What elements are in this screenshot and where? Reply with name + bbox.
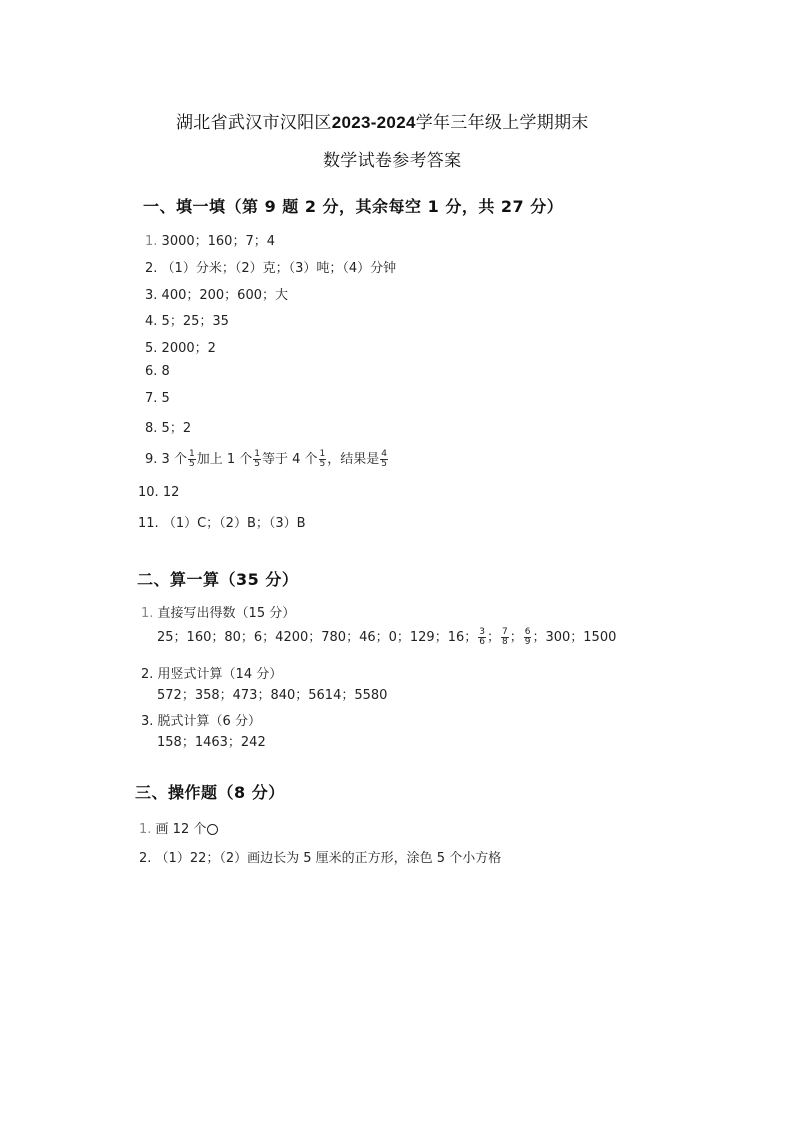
section3-heading: 三、操作题（8 分）	[135, 783, 285, 802]
fraction: $\frac{1}{5}$	[188, 449, 195, 469]
s2-item-3-answer: 158；1463；242	[157, 735, 266, 750]
s1-item-10: 10. 12	[138, 485, 180, 500]
title-suffix: 学年三年级上学期期末	[415, 113, 589, 133]
s1-item-11: 11. （1）C；（2）B；（3）B	[138, 516, 306, 531]
s1-item-3: 3. 400；200；600；大	[145, 288, 288, 303]
fraction: $\frac{3}{6}$	[479, 627, 485, 647]
s1-item-8: 8. 5；2	[145, 421, 192, 436]
circle-icon	[207, 824, 218, 835]
s2-item-1-answer: 25；160；80；6；4200；780；46；0；129；16； $\frac{3}{6}$ ； $\frac{7}{8}$ ； $\frac{6}{9}$ ；300；1500	[157, 627, 617, 647]
fraction: $\frac{1}{5}$	[254, 449, 260, 469]
s1-item-9: 9. 3 个 $\frac{1}{5}$ 加上 1 个 $\frac{1}{5}$ 等于 4 个 $\frac{1}{5}$ ，结果是 $\frac{4}{5}$	[145, 449, 387, 469]
s2-item-1-label: 1. 直接写出得数（15 分）	[141, 606, 296, 621]
s2-item-2-answer: 572；358；473；840；5614；5580	[157, 688, 388, 703]
title-years: 2023-2024	[331, 113, 416, 132]
s1-item-2: 2. （1）分米；（2）克；（3）吨；（4）分钟	[145, 261, 397, 276]
doc-title-line2: 数学试卷参考答案	[323, 151, 462, 171]
fraction: $\frac{7}{8}$	[501, 627, 508, 647]
s3-item-2: 2. （1）22；（2）画边长为 5 厘米的正方形，涂色 5 个小方格	[139, 851, 502, 866]
section2-heading: 二、算一算（35 分）	[137, 570, 299, 589]
s2-item-2-label: 2. 用竖式计算（14 分）	[141, 667, 283, 682]
s1-item-5: 5. 2000；2	[145, 341, 216, 356]
doc-title-line1	[176, 108, 589, 133]
title-prefix: 湖北省武汉市汉阳区	[176, 113, 332, 133]
s2-item-3-label: 3. 脱式计算（6 分）	[141, 714, 261, 729]
fraction: $\frac{1}{5}$	[319, 449, 326, 469]
fraction: $\frac{4}{5}$	[381, 449, 387, 469]
s3-item-1: 1. 画 12 个	[139, 818, 218, 837]
section1-heading: 一、填一填（第 9 题 2 分，其余每空 1 分，共 27 分）	[143, 197, 564, 216]
s1-item-4: 4. 5；25；35	[145, 314, 229, 329]
fraction: $\frac{6}{9}$	[524, 627, 531, 647]
s1-item-6: 6. 8	[145, 364, 170, 379]
s1-item-1: 1. 3000；160；7；4	[145, 234, 275, 249]
s1-item-7: 7. 5	[145, 391, 170, 406]
